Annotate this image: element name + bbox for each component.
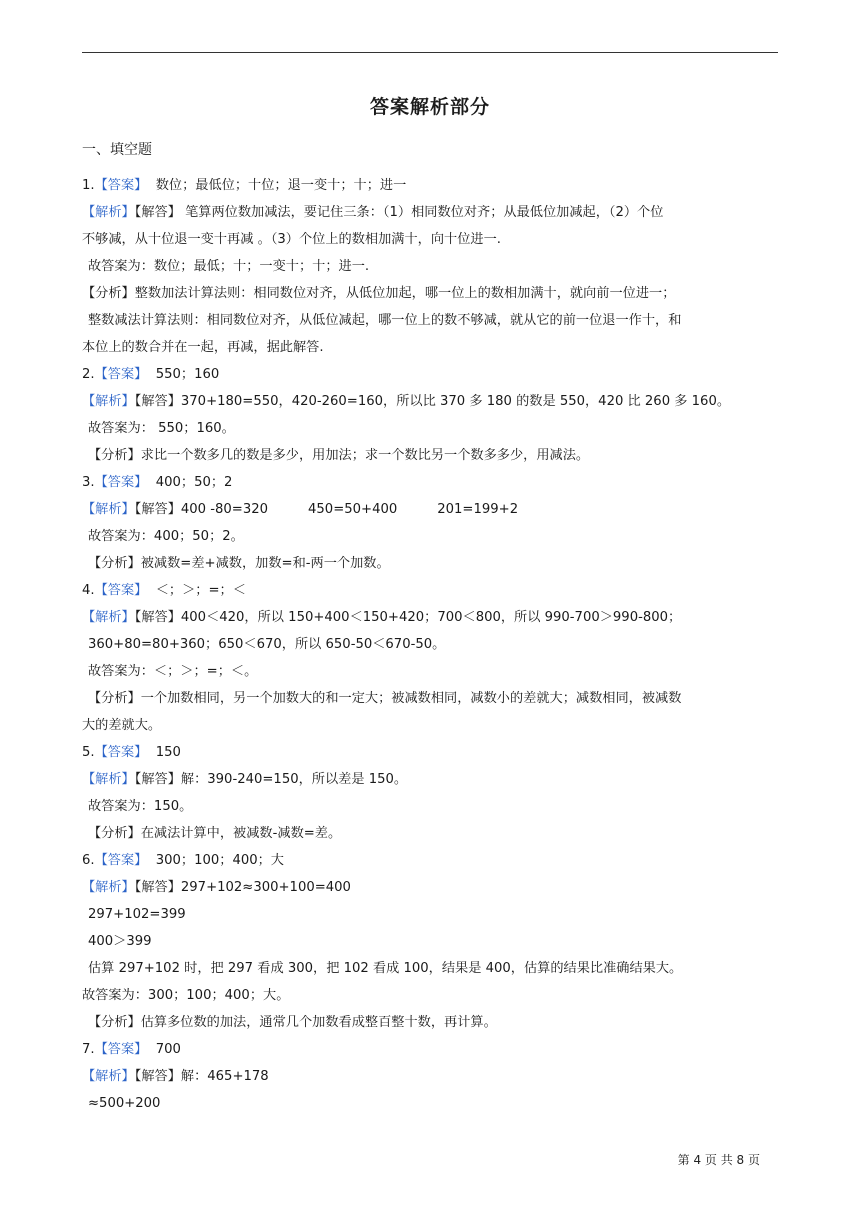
q2-fenxi — [82, 442, 774, 469]
q6-final — [82, 982, 774, 1009]
q1-jieda-line-2 — [82, 226, 774, 253]
q3-jieda-c: 201=199+2 — [437, 502, 519, 517]
q7-answer-line — [82, 1036, 774, 1063]
q1-answer: 数位；最低位；十位；退一变十；十；进一 — [155, 178, 407, 193]
q6-final-text: 故答案为：300；100；400；大。 — [82, 988, 290, 1003]
q1-jieda-line — [82, 199, 774, 226]
q5-fenxi-text: 【分析】在减法计算中，被减数-减数=差。 — [88, 826, 342, 841]
q6-answer: 300；100；400；大 — [155, 853, 284, 868]
q3-fenxi — [82, 550, 774, 577]
q2-answer: 550；160 — [155, 367, 220, 382]
answer-tag: 【答案】 — [94, 1042, 148, 1057]
q2-final — [82, 415, 774, 442]
q1-final-text: 故答案为：数位；最低；十；一变十；十；进一. — [88, 259, 370, 274]
q6-jieda: 【解答】297+102≈300+100=400 — [134, 880, 351, 895]
q1-number: 1. — [82, 178, 95, 193]
q6-line-3-text: 400＞399 — [88, 934, 152, 949]
q5-jieda: 【解答】解：390-240=150，所以差是 150。 — [134, 772, 408, 787]
q3-jieda-line — [82, 496, 774, 523]
header-rule — [82, 52, 778, 53]
q4-jieda-line — [82, 604, 774, 631]
jiexi-tag: 【解析】 — [82, 205, 135, 220]
q3-answer-line — [82, 469, 774, 496]
section-heading: 一、填空题 — [82, 142, 152, 158]
q1-fenxi-text: 【分析】整数加法计算法则：相同数位对齐，从低位加起，哪一位上的数相加满十，就向前一位进一； — [82, 286, 676, 301]
q5-final-text: 故答案为：150。 — [88, 799, 193, 814]
q7-line-2 — [82, 1090, 774, 1117]
page-title: 答案解析部分 — [369, 96, 490, 118]
answer-tag: 【答案】 — [94, 178, 148, 193]
q3-final-text: 故答案为：400；50；2。 — [88, 529, 244, 544]
q2-fenxi-text: 【分析】求比一个数多几的数是多少，用加法；求一个数比另一个数多多少，用减法。 — [88, 448, 590, 463]
jiexi-tag: 【解析】 — [82, 502, 135, 517]
q1-jieda-2: 不够减，从十位退一变十再减 。（3）个位上的数相加满十，向十位进一. — [82, 232, 501, 247]
q3-answer: 400；50；2 — [155, 475, 233, 490]
q3-number: 3. — [82, 475, 95, 490]
jiexi-tag: 【解析】 — [82, 610, 135, 625]
q2-jieda-line — [82, 388, 774, 415]
page-number: 第 4 页 共 8 页 — [677, 1153, 760, 1167]
q4-jieda: 【解答】400＜420，所以 150+400＜150+420；700＜800，所以 990-700＞990-800； — [134, 610, 682, 625]
answer-tag: 【答案】 — [94, 745, 148, 760]
q7-line-2-text: ≈500+200 — [88, 1096, 161, 1111]
q4-final — [82, 658, 774, 685]
q6-fenxi — [82, 1009, 774, 1036]
q6-jieda-line — [82, 874, 774, 901]
q1-fenxi-3 — [82, 334, 774, 361]
q6-line-2 — [82, 901, 774, 928]
answer-tag: 【答案】 — [94, 853, 148, 868]
q2-jieda: 【解答】370+180=550，420-260=160，所以比 370 多 180 的数是 550，420 比 260 多 160。 — [134, 394, 731, 409]
q5-answer-line — [82, 739, 774, 766]
q2-answer-line — [82, 361, 774, 388]
jiexi-tag: 【解析】 — [82, 1069, 135, 1084]
q5-jieda-line — [82, 766, 774, 793]
q6-answer-line — [82, 847, 774, 874]
answer-tag: 【答案】 — [94, 475, 148, 490]
jiexi-tag: 【解析】 — [82, 880, 135, 895]
q2-final-text: 故答案为： 550；160。 — [88, 421, 235, 436]
q7-number: 7. — [82, 1042, 95, 1057]
q6-line-4-text: 估算 297+102 时，把 297 看成 300，把 102 看成 100，结果是 400，估算的结果比准确结果大。 — [88, 961, 683, 976]
q3-jieda-a: 【解答】400 -80=320 — [134, 502, 269, 517]
q5-answer: 150 — [155, 745, 181, 760]
q1-fenxi-text-2: 整数减法计算法则：相同数位对齐，从低位减起，哪一位上的数不够减，就从它的前一位退一作十，和 — [88, 313, 682, 328]
q4-fenxi-text: 【分析】一个加数相同，另一个加数大的和一定大；被减数相同，减数小的差就大；减数相同，被减数 — [88, 691, 682, 706]
q6-line-3 — [82, 928, 774, 955]
q6-fenxi-text: 【分析】估算多位数的加法，通常几个加数看成整百整十数，再计算。 — [88, 1015, 497, 1030]
q4-fenxi-text-2: 大的差就大。 — [82, 718, 162, 733]
q1-fenxi — [82, 280, 774, 307]
q5-number: 5. — [82, 745, 95, 760]
q4-fenxi — [82, 685, 774, 712]
q6-line-4 — [82, 955, 774, 982]
answer-tag: 【答案】 — [94, 583, 148, 598]
q1-jieda: 【解答】 笔算两位数加减法，要记住三条：（1）相同数位对齐；从最低位加减起，（2）个位 — [134, 205, 664, 220]
answer-tag: 【答案】 — [94, 367, 148, 382]
q4-number: 4. — [82, 583, 95, 598]
q6-number: 6. — [82, 853, 95, 868]
q1-final — [82, 253, 774, 280]
answer-content — [82, 172, 774, 1117]
q2-number: 2. — [82, 367, 95, 382]
q5-final — [82, 793, 774, 820]
q1-fenxi-2 — [82, 307, 774, 334]
q4-final-text: 故答案为：＜；＞；=；＜。 — [88, 664, 258, 679]
q3-jieda-b: 450=50+400 — [308, 502, 398, 517]
q4-jieda-line-2 — [82, 631, 774, 658]
q6-line-2-text: 297+102=399 — [88, 907, 186, 922]
q3-fenxi-text: 【分析】被减数=差+减数，加数=和-两一个加数。 — [88, 556, 390, 571]
q7-jieda: 【解答】解：465+178 — [134, 1069, 269, 1084]
q4-jieda-2: 360+80=80+360；650＜670，所以 650-50＜670-50。 — [88, 637, 446, 652]
q7-jieda-line — [82, 1063, 774, 1090]
jiexi-tag: 【解析】 — [82, 394, 135, 409]
q7-answer: 700 — [155, 1042, 181, 1057]
q1-answer-line — [82, 172, 774, 199]
q4-fenxi-2 — [82, 712, 774, 739]
q3-final — [82, 523, 774, 550]
q5-fenxi — [82, 820, 774, 847]
q4-answer-line — [82, 577, 774, 604]
q4-answer: ＜；＞；=；＜ — [155, 583, 246, 598]
q1-fenxi-text-3: 本位上的数合并在一起，再减，据此解答. — [82, 340, 324, 355]
jiexi-tag: 【解析】 — [82, 772, 135, 787]
